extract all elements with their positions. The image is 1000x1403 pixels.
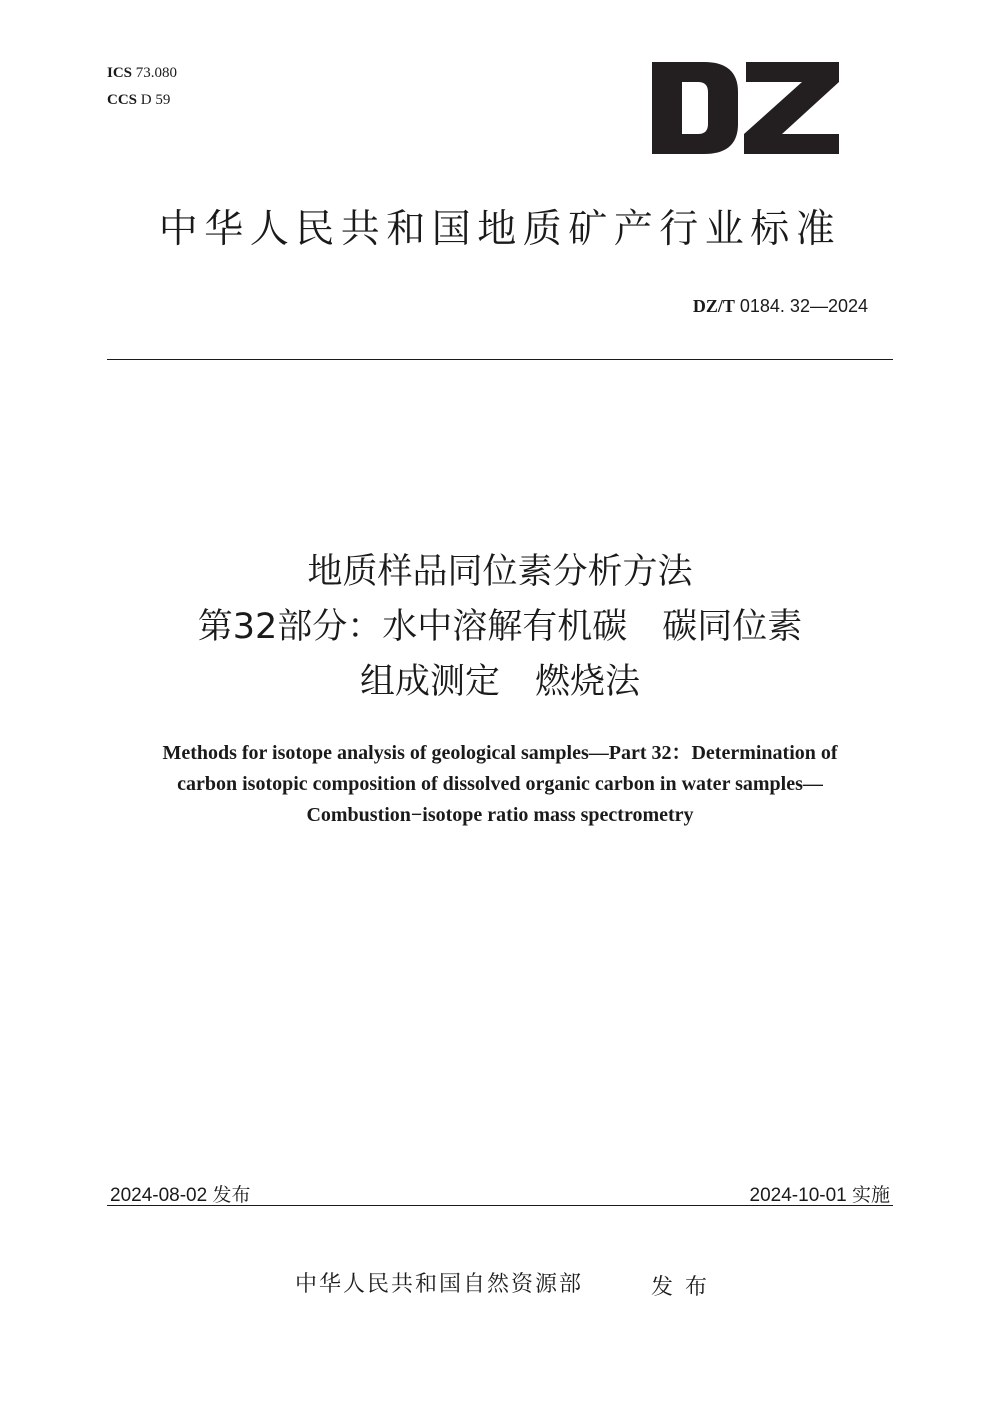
ics-code: ICS 73.080: [107, 65, 178, 81]
chinese-title: [0, 545, 1000, 710]
publish-label: 发布: [651, 1275, 720, 1300]
top-divider: [107, 359, 893, 360]
chinese-title-line-2: 第32部分：水中溶解有机碳 碳同位素: [197, 607, 803, 647]
chinese-title-line-3: 组成测定 燃烧法: [359, 662, 640, 702]
publisher-name: 中华人民共和国自然资源部: [295, 1272, 584, 1297]
standard-number: DZ/T 0184. 32—2024: [692, 296, 868, 316]
english-title-line-3: Combustion−isotope ratio mass spectrometry: [306, 804, 694, 826]
english-title-line-2: carbon isotopic composition of dissolved organic carbon in water samples—: [177, 773, 823, 795]
dz-logo: [652, 62, 839, 154]
ccs-code: CCS D 59: [107, 92, 171, 108]
english-title: [100, 738, 900, 831]
standard-category: 中华人民共和国地质矿产行业标准: [158, 207, 842, 252]
bottom-divider: [107, 1205, 893, 1206]
implementation-date: 2024-10-01 实施: [749, 1185, 890, 1206]
classification-codes: [107, 60, 177, 114]
issue-date: 2024-08-02 发布: [110, 1185, 251, 1206]
english-title-line-1: Methods for isotope analysis of geological samples—Part 32：Determination of: [162, 742, 838, 764]
chinese-title-line-1: 地质样品同位素分析方法: [307, 552, 693, 592]
